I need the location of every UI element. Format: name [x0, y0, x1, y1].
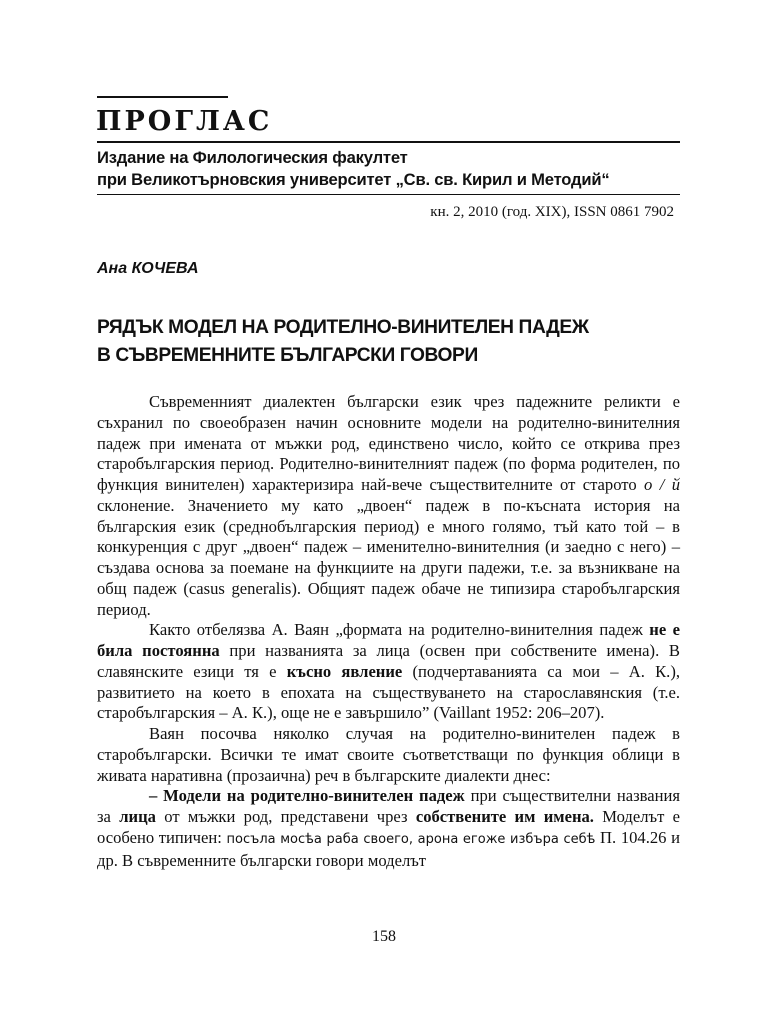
header-bottom-rule: [97, 194, 680, 195]
emphasis: не е била постоянна: [97, 620, 680, 660]
header-rule: [97, 141, 680, 143]
issue-info: кн. 2, 2010 (год. XIX), ISSN 0861 7902: [430, 204, 674, 220]
declension-term: о / й: [644, 475, 680, 494]
text-run: при названията за лица (освен при собствените имена). В славянските езици тя е: [97, 641, 680, 681]
text-run: Съвременният диалектен български език чрез падежните реликти е съхранил по своеобразен начин основните модели на родително-винителния падеж при имената от мъжки род, единствено число, който се открива през старобългарския период. Родително-винителният падеж (по форма родителен, по функция винителен) характеризира най-вече съществителните от старото: [97, 392, 680, 494]
text-run: (подчертаванията са мои – А. К.), развитието на което в епохата на съществуването на старославянския (т.е. старобългарския – А. К.), още не е завършило” (Vaillant 1952: 206–207).: [97, 661, 680, 723]
publisher-info: [97, 147, 687, 191]
paragraph-2: [97, 620, 680, 724]
text-run: Както отбелязва А. Ваян „формата на родително-винителния падеж: [149, 620, 650, 640]
publisher-line-1: Издание на Филологическия факултет: [97, 148, 408, 167]
text-run: при съществителни названия за: [97, 786, 680, 826]
publisher-line-2: при Великотърновския университет „Св. св. Кирил и Методий“: [97, 170, 610, 189]
paragraph-1: [97, 392, 680, 620]
article-title-line-2: В СЪВРЕМЕННИТЕ БЪЛГАРСКИ ГОВОРИ: [97, 345, 478, 366]
article-title-line-1: РЯДЪК МОДЕЛ НА РОДИТЕЛНО-ВИНИТЕЛЕН ПАДЕЖ: [97, 317, 589, 338]
emphasis: лица: [119, 807, 156, 826]
text-run: от мъжки род, представени чрез: [155, 807, 416, 826]
journal-title: ПРОГЛАС: [96, 106, 273, 137]
emphasis: – Модели на родително-винителен падеж: [149, 786, 465, 806]
text-run: П. 104.26 и др. В съвременните български говори моделът: [97, 827, 680, 870]
emphasis: късно явление: [286, 661, 403, 681]
header-short-rule: [97, 96, 228, 98]
emphasis: собствените им имена.: [415, 807, 594, 826]
page-number: 158: [372, 928, 396, 945]
author-name: Ана КОЧЕВА: [97, 260, 199, 277]
text-run: Моделът е особено типичен:: [97, 807, 680, 847]
paragraph-4: [97, 786, 680, 871]
text-run: склонение. Значението му като „двоен“ падеж в по-късната история на българския език (среднобългарския период) е много голямо, тъй като той – в конкуренция с друг „двоен“ падеж – именително-винителния (и заедно с него) – създава основа за поемане на функциите на други падежи, т.е. за възникване на общ падеж (casus generalis). Общият падеж обаче не типизира старобългарския период.: [97, 495, 680, 619]
article-body: [97, 392, 680, 871]
paragraph-3: Ваян посочва няколко случая на родително-винителен падеж в старобългарски. Всички те имат своите съответстващи по функция облици в живата наративна (прозаична) реч в българските диалекти днес:: [97, 724, 680, 785]
old-bulgarian-quote: посъла мосѣа раба своего, арона егоже избъра себѣ: [226, 831, 596, 847]
article-title: [97, 314, 687, 370]
